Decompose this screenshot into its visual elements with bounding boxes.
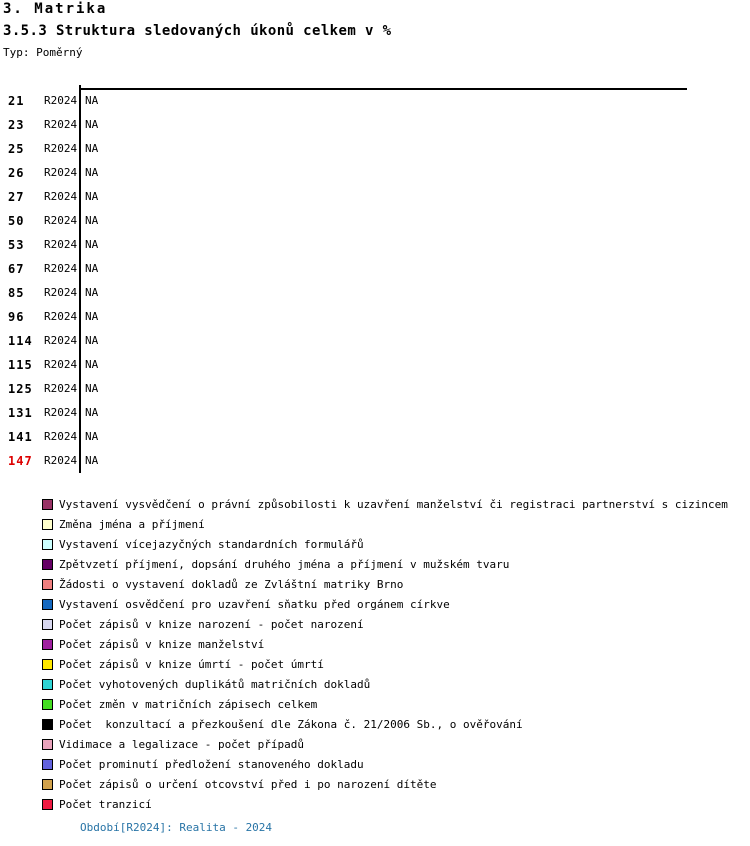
legend-label: Počet zápisů o určení otcovství před i po narození dítěte <box>59 777 437 791</box>
table-row <box>0 401 750 425</box>
legend-item <box>42 714 728 734</box>
legend-swatch-icon <box>42 619 53 630</box>
table-row <box>0 185 750 209</box>
legend-label: Vystavení osvědčení pro uzavření sňatku před orgánem církve <box>59 597 450 611</box>
chart-legend <box>42 494 728 814</box>
row-value: NA <box>85 238 99 251</box>
legend-swatch-icon <box>42 539 53 550</box>
row-number: 53 <box>8 238 25 252</box>
legend-item <box>42 794 728 814</box>
row-number: 114 <box>8 334 33 348</box>
legend-swatch-icon <box>42 659 53 670</box>
legend-label: Počet vyhotovených duplikátů matričních dokladů <box>59 677 371 691</box>
row-period: R2024 <box>44 406 78 419</box>
row-number: 85 <box>8 286 25 300</box>
row-number: 67 <box>8 262 25 276</box>
row-number: 115 <box>8 358 33 372</box>
legend-label: Počet konzultací a přezkoušení dle Zákona č. 21/2006 Sb., o ověřování <box>59 717 523 731</box>
row-number: 131 <box>8 406 33 420</box>
table-row <box>0 233 750 257</box>
table-row <box>0 209 750 233</box>
row-value: NA <box>85 310 99 323</box>
legend-item <box>42 614 728 634</box>
legend-swatch-icon <box>42 679 53 690</box>
row-number: 23 <box>8 118 25 132</box>
legend-item <box>42 634 728 654</box>
row-value: NA <box>85 166 99 179</box>
row-period: R2024 <box>44 190 78 203</box>
row-period: R2024 <box>44 358 78 371</box>
row-number: 25 <box>8 142 25 156</box>
table-row <box>0 161 750 185</box>
row-period: R2024 <box>44 430 78 443</box>
row-number: 50 <box>8 214 25 228</box>
legend-label: Počet tranzicí <box>59 797 152 811</box>
table-row <box>0 89 750 113</box>
legend-label: Vystavení vícejazyčných standardních formulářů <box>59 537 364 551</box>
legend-item <box>42 574 728 594</box>
legend-label: Zpětvzetí příjmení, dopsání druhého jména a příjmení v mužském tvaru <box>59 557 510 571</box>
row-period: R2024 <box>44 334 78 347</box>
legend-item <box>42 754 728 774</box>
row-value: NA <box>85 406 99 419</box>
legend-swatch-icon <box>42 579 53 590</box>
row-number: 125 <box>8 382 33 396</box>
row-period: R2024 <box>44 262 78 275</box>
legend-label: Počet změn v matričních zápisech celkem <box>59 697 318 711</box>
legend-label: Změna jména a příjmení <box>59 517 205 531</box>
legend-item <box>42 694 728 714</box>
legend-swatch-icon <box>42 699 53 710</box>
legend-item <box>42 554 728 574</box>
legend-item <box>42 594 728 614</box>
row-period: R2024 <box>44 238 78 251</box>
row-number: 96 <box>8 310 25 324</box>
row-value: NA <box>85 118 99 131</box>
row-period: R2024 <box>44 166 78 179</box>
legend-item <box>42 774 728 794</box>
legend-label: Počet zápisů v knize úmrtí - počet úmrtí <box>59 657 324 671</box>
row-value: NA <box>85 142 99 155</box>
legend-label: Žádosti o vystavení dokladů ze Zvláštní matriky Brno <box>59 577 404 591</box>
row-value: NA <box>85 334 99 347</box>
row-number: 21 <box>8 94 25 108</box>
row-value: NA <box>85 382 99 395</box>
legend-label: Vidimace a legalizace - počet případů <box>59 737 305 751</box>
period-footnote: Období[R2024]: Realita - 2024 <box>80 821 273 834</box>
row-number-highlighted: 147 <box>8 454 33 468</box>
row-period: R2024 <box>44 214 78 227</box>
row-value: NA <box>85 190 99 203</box>
legend-swatch-icon <box>42 639 53 650</box>
table-row <box>0 353 750 377</box>
row-value: NA <box>85 262 99 275</box>
row-value: NA <box>85 94 99 107</box>
row-number: 26 <box>8 166 25 180</box>
table-row <box>0 329 750 353</box>
table-row <box>0 137 750 161</box>
legend-swatch-icon <box>42 559 53 570</box>
legend-label: Počet zápisů v knize manželství <box>59 637 265 651</box>
legend-item <box>42 534 728 554</box>
row-value: NA <box>85 358 99 371</box>
legend-item <box>42 654 728 674</box>
row-period: R2024 <box>44 94 78 107</box>
table-row <box>0 257 750 281</box>
row-period: R2024 <box>44 286 78 299</box>
legend-swatch-icon <box>42 519 53 530</box>
legend-swatch-icon <box>42 779 53 790</box>
row-period: R2024 <box>44 118 78 131</box>
row-value: NA <box>85 454 99 467</box>
row-period: R2024 <box>44 142 78 155</box>
chart-type-label: Typ: Poměrný <box>3 46 83 59</box>
legend-swatch-icon <box>42 799 53 810</box>
legend-label: Vystavení vysvědčení o právní způsobilosti k uzavření manželství či registraci partnerství s cizincem <box>59 497 728 511</box>
legend-item <box>42 674 728 694</box>
legend-swatch-icon <box>42 739 53 750</box>
legend-label: Počet zápisů v knize narození - počet narození <box>59 617 364 631</box>
table-row <box>0 281 750 305</box>
row-number: 27 <box>8 190 25 204</box>
legend-swatch-icon <box>42 599 53 610</box>
chart-title: 3.5.3 Struktura sledovaných úkonů celkem v % <box>3 23 392 39</box>
row-value: NA <box>85 430 99 443</box>
legend-swatch-icon <box>42 719 53 730</box>
legend-swatch-icon <box>42 759 53 770</box>
page-title: 3. Matrika <box>3 1 108 17</box>
legend-label: Počet prominutí předložení stanoveného dokladu <box>59 757 364 771</box>
legend-item <box>42 514 728 534</box>
chart-row-list <box>0 89 750 473</box>
row-number: 141 <box>8 430 33 444</box>
legend-item <box>42 494 728 514</box>
legend-item <box>42 734 728 754</box>
table-row <box>0 377 750 401</box>
table-row <box>0 305 750 329</box>
table-row <box>0 449 750 473</box>
table-row <box>0 113 750 137</box>
row-period: R2024 <box>44 454 78 467</box>
table-row <box>0 425 750 449</box>
row-period: R2024 <box>44 310 78 323</box>
row-value: NA <box>85 214 99 227</box>
legend-swatch-icon <box>42 499 53 510</box>
row-period: R2024 <box>44 382 78 395</box>
row-value: NA <box>85 286 99 299</box>
